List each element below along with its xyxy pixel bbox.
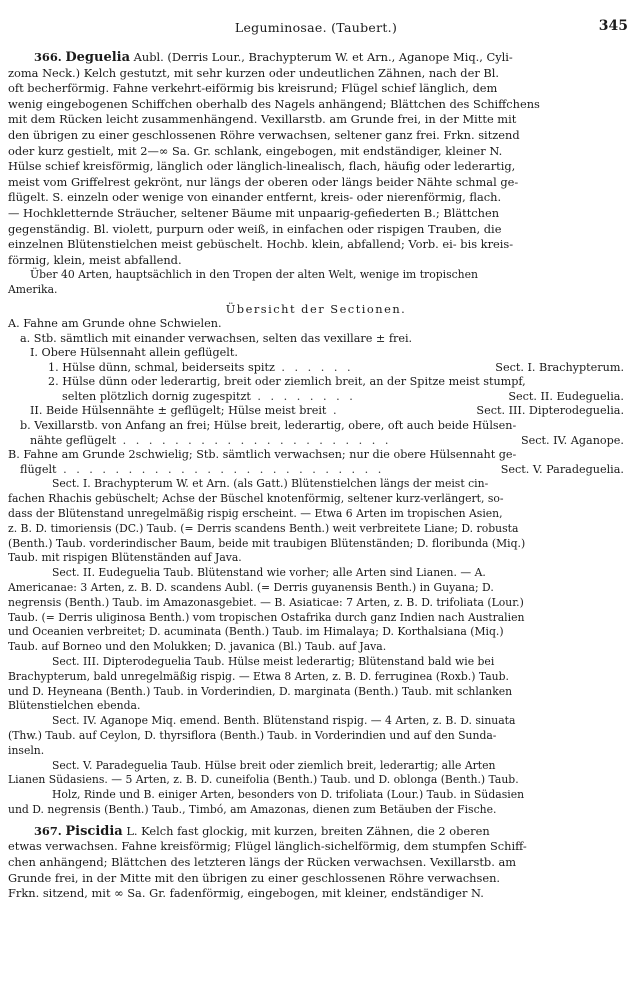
section-paragraph — [8, 714, 624, 758]
key-row — [8, 448, 624, 463]
key-row-result: Sect. IV. Aganope. — [520, 433, 624, 447]
text-line: Frkn. sitzend, mit ∞ Sa. Gr. fadenförmig, eingebogen, mit kleiner, endständiger N. — [8, 886, 484, 901]
key-row — [8, 419, 624, 434]
section-key — [8, 302, 624, 478]
species-note-line: Über 40 Arten, hauptsächlich in den Tropen der alten Welt, wenige im tropischen — [30, 268, 478, 282]
text-line: flügelt. S. einzeln oder wenige von einander entfernt, kreis- oder nierenförmig, flach. — [8, 190, 502, 205]
running-title: Leguminosae. (Taubert.) — [234, 20, 398, 35]
key-row-text: A. Fahne am Grunde ohne Schwielen. — [8, 316, 222, 330]
text-line: meist vom Griffelrest gekrönt, nur längs der oberen oder längs beider Nähte schmal ge- — [8, 174, 519, 189]
key-row — [8, 361, 624, 376]
text-line: einzelnen Blütenstielchen meist gebüschelt. Hochb. klein, abfallend; Vorb. ei- bis kreis- — [8, 237, 514, 252]
text-line: etwas verwachsen. Fahne kreisförmig; Flügel länglich-sichelförmig, dem stumpfen Schiff- — [8, 839, 527, 854]
key-row-result: Sect. I. Brachypterum. — [495, 360, 624, 374]
text-line: (Thw.) Taub. auf Ceylon, D. thyrsiflora (Benth.) Taub. in Vorderindien und auf den Sunda- — [8, 728, 497, 742]
text-line: Grunde frei, in der Mitte mit den übrigen zu einer geschlossenen Röhre verwachsen. — [8, 870, 501, 885]
text-line: mit dem Rücken leicht zusammenhängend. Vexillarstb. am Grunde frei, in der Mitte mit — [8, 112, 517, 127]
key-row — [8, 404, 624, 419]
text-line: Brachypterum, bald unregelmäßig rispig. — Etwa 8 Arten, z. B. D. ferruginea (Roxb.) Taub. — [8, 669, 509, 683]
text-line: oder kurz gestielt, mit 2—∞ Sa. Gr. schlank, eingebogen, mit endständiger, kleiner N. — [8, 143, 503, 158]
text-line: förmig, klein, meist abfallend. — [8, 252, 182, 267]
key-row — [8, 346, 624, 361]
key-row-text: II. Beide Hülsennähte ± geflügelt; Hülse meist breit — [30, 404, 327, 418]
key-row-text: nähte geflügelt — [30, 433, 117, 447]
text-line: Sect. IV. Aganope Miq. emend. Benth. Blütenstand rispig. — 4 Arten, z. B. D. sinuata — [52, 714, 516, 728]
section-descriptions — [8, 477, 624, 817]
key-row-leader: . . . . . . . . — [250, 389, 356, 403]
text-line: dass der Blütenstand unregelmäßig rispig erscheint. — Etwa 6 Arten im tropischen Asien, — [8, 507, 503, 521]
text-line: Hülse schief kreisförmig, länglich oder länglich-linealisch, flach, häufig oder lederartig, — [8, 159, 516, 174]
key-row-text: a. Stb. sämtlich mit einander verwachsen, selten das vexillare ± frei. — [20, 331, 413, 345]
text-line: gegenständig. Bl. violett, purpurn oder weiß, in einfachen oder rispigen Trauben, die — [8, 221, 502, 236]
key-row-text: 2. Hülse dünn oder lederartig, breit oder ziemlich breit, an der Spitze meist stumpf, — [48, 375, 526, 389]
genus-name: Deguelia — [65, 50, 131, 65]
key-row-text: b. Vexillarstb. von Anfang an frei; Hülse breit, lederartig, obere, oft auch beide Hülsen- — [20, 419, 517, 433]
key-row — [8, 375, 624, 390]
text-line: und D. negrensis (Benth.) Taub., Timbó, am Amazonas, dienen zum Betäuben der Fische. — [8, 802, 497, 816]
key-row-leader: . . . . . . — [274, 360, 354, 374]
text-line: Americanae: 3 Arten, z. B. D. scandens Aubl. (= Derris guyanensis Benth.) in Guyana; D. — [8, 581, 494, 595]
text-line: (Benth.) Taub. vorderindischer Baum, beide mit traubigen Blütenständen; D. floribunda (Miq.) — [8, 536, 526, 550]
text-line: und D. Heyneana (Benth.) Taub. in Vorderindien, D. marginata (Benth.) Taub. mit schlanken — [8, 684, 513, 698]
genus-name: Piscidia — [65, 823, 123, 839]
species-note-line: Amerika. — [8, 283, 58, 297]
text-line: Taub. mit rispigen Blütenständen auf Java. — [8, 551, 242, 565]
key-title: Übersicht der Sectionen. — [225, 301, 407, 316]
text-line: Sect. V. Paradeguelia Taub. Hülse breit oder ziemlich breit, lederartig; alle Arten — [52, 758, 496, 772]
key-row — [8, 332, 624, 347]
text-line: — Hochkletternde Sträucher, seltener Bäume mit unpaarig-gefiederten B.; Blättchen — [8, 205, 500, 220]
section-paragraph — [8, 759, 624, 818]
text-line: wenig eingebogenen Schiffchen oberhalb des Nagels anhängend; Blättchen des Schiffchens — [8, 96, 540, 111]
text-line: oft becherförmig. Fahne verkehrt-eiförmig bis kreisrund; Flügel schief länglich, dem — [8, 81, 498, 96]
text-line: Aubl. (Derris Lour., Brachypterum W. et Arn., Aganope Miq., Cyli- — [133, 50, 513, 64]
text-line: chen anhängend; Blättchen des letzteren längs der Rücken verwachsen. Vexillarstb. am — [8, 854, 517, 869]
text-line: den übrigen zu einer geschlossenen Röhre verwachsen, seltener ganz frei. Frkn. sitzend — [8, 127, 520, 142]
text-line: Taub. (= Derris uliginosa Benth.) vom tropischen Ostafrika durch ganz Indien nach Australien — [8, 610, 525, 624]
text-line: Sect. I. Brachypterum W. et Arn. (als Gatt.) Blütenstielchen längs der meist cin- — [52, 477, 489, 491]
text-line: Blütenstielchen ebenda. — [8, 699, 141, 713]
key-row-result: Sect. II. Eudeguelia. — [508, 389, 624, 403]
text-line: und Oceanien verbreitet; D. acuminata (Benth.) Taub. im Himalaya; D. Korthalsiana (Miq.) — [8, 625, 504, 639]
text-line: negrensis (Benth.) Taub. im Amazonasgebiet. — B. Asiaticae: 7 Arten, z. B. D. trifoliata (Lour.) — [8, 595, 524, 609]
text-line: inseln. — [8, 743, 45, 757]
genus-number: 366. — [34, 50, 62, 64]
text-line: L. Kelch fast glockig, mit kurzen, breiten Zähnen, die 2 oberen — [126, 823, 490, 838]
section-paragraph — [8, 566, 624, 655]
genus-heading-line — [8, 50, 624, 66]
text-line: Lianen Südasiens. — 5 Arten, z. B. D. cuneifolia (Benth.) Taub. und D. oblonga (Benth.) Taub. — [8, 773, 519, 787]
text-line: Holz, Rinde und B. einiger Arten, besonders von D. trifoliata (Lour.) Taub. in Südasien — [52, 788, 525, 802]
page-header — [8, 14, 628, 40]
key-row-text: I. Obere Hülsennaht allein geflügelt. — [30, 346, 238, 360]
text-line: zoma Neck.) Kelch gestutzt, mit sehr kurzen oder undeutlichen Zähnen, nach der Bl. — [8, 65, 500, 80]
key-row-leader: . — [326, 404, 340, 418]
genus-number: 367. — [34, 823, 62, 838]
genus-entry-366 — [8, 50, 624, 298]
key-row — [8, 434, 624, 449]
text-line: fachen Rhachis gebüschelt; Achse der Büschel knotenförmig, seltener kurz-verlängert, so- — [8, 492, 504, 506]
key-row-result: Sect. III. Dipterodeguelia. — [476, 404, 624, 418]
page-number: 345 — [598, 18, 628, 34]
key-row-text: flügelt — [20, 462, 57, 476]
key-row — [8, 463, 624, 478]
key-row — [8, 317, 624, 332]
key-row-text: 1. Hülse dünn, schmal, beiderseits spitz — [48, 360, 275, 374]
text-line: Sect. III. Dipterodeguelia Taub. Hülse meist lederartig; Blütenstand bald wie bei — [52, 655, 495, 668]
section-paragraph — [8, 655, 624, 714]
key-row — [8, 390, 624, 405]
key-row-leader: . . . . . . . . . . . . . . . . . . . . . . . . . — [56, 462, 385, 476]
key-row-result: Sect. V. Paradeguelia. — [500, 462, 624, 476]
section-paragraph — [8, 477, 624, 566]
key-row-text: B. Fahne am Grunde 2schwielig; Stb. sämtlich verwachsen; nur die obere Hülsennaht ge- — [8, 448, 517, 462]
genus-entry-367 — [8, 824, 624, 902]
key-row-leader: . . . . . . . . . . . . . . . . . . . . . — [116, 433, 392, 447]
genus-heading-line — [8, 824, 624, 840]
text-line: Sect. II. Eudeguelia Taub. Blütenstand wie vorher; alle Arten sind Lianen. — A. — [52, 566, 486, 580]
text-line: Taub. auf Borneo und den Molukken; D. javanica (Bl.) Taub. auf Java. — [8, 640, 387, 654]
text-line: z. B. D. timoriensis (DC.) Taub. (= Derris scandens Benth.) weit verbreitete Liane; D. robusta — [8, 521, 519, 535]
key-row-text: selten plötzlich dornig zugespitzt — [62, 389, 251, 403]
